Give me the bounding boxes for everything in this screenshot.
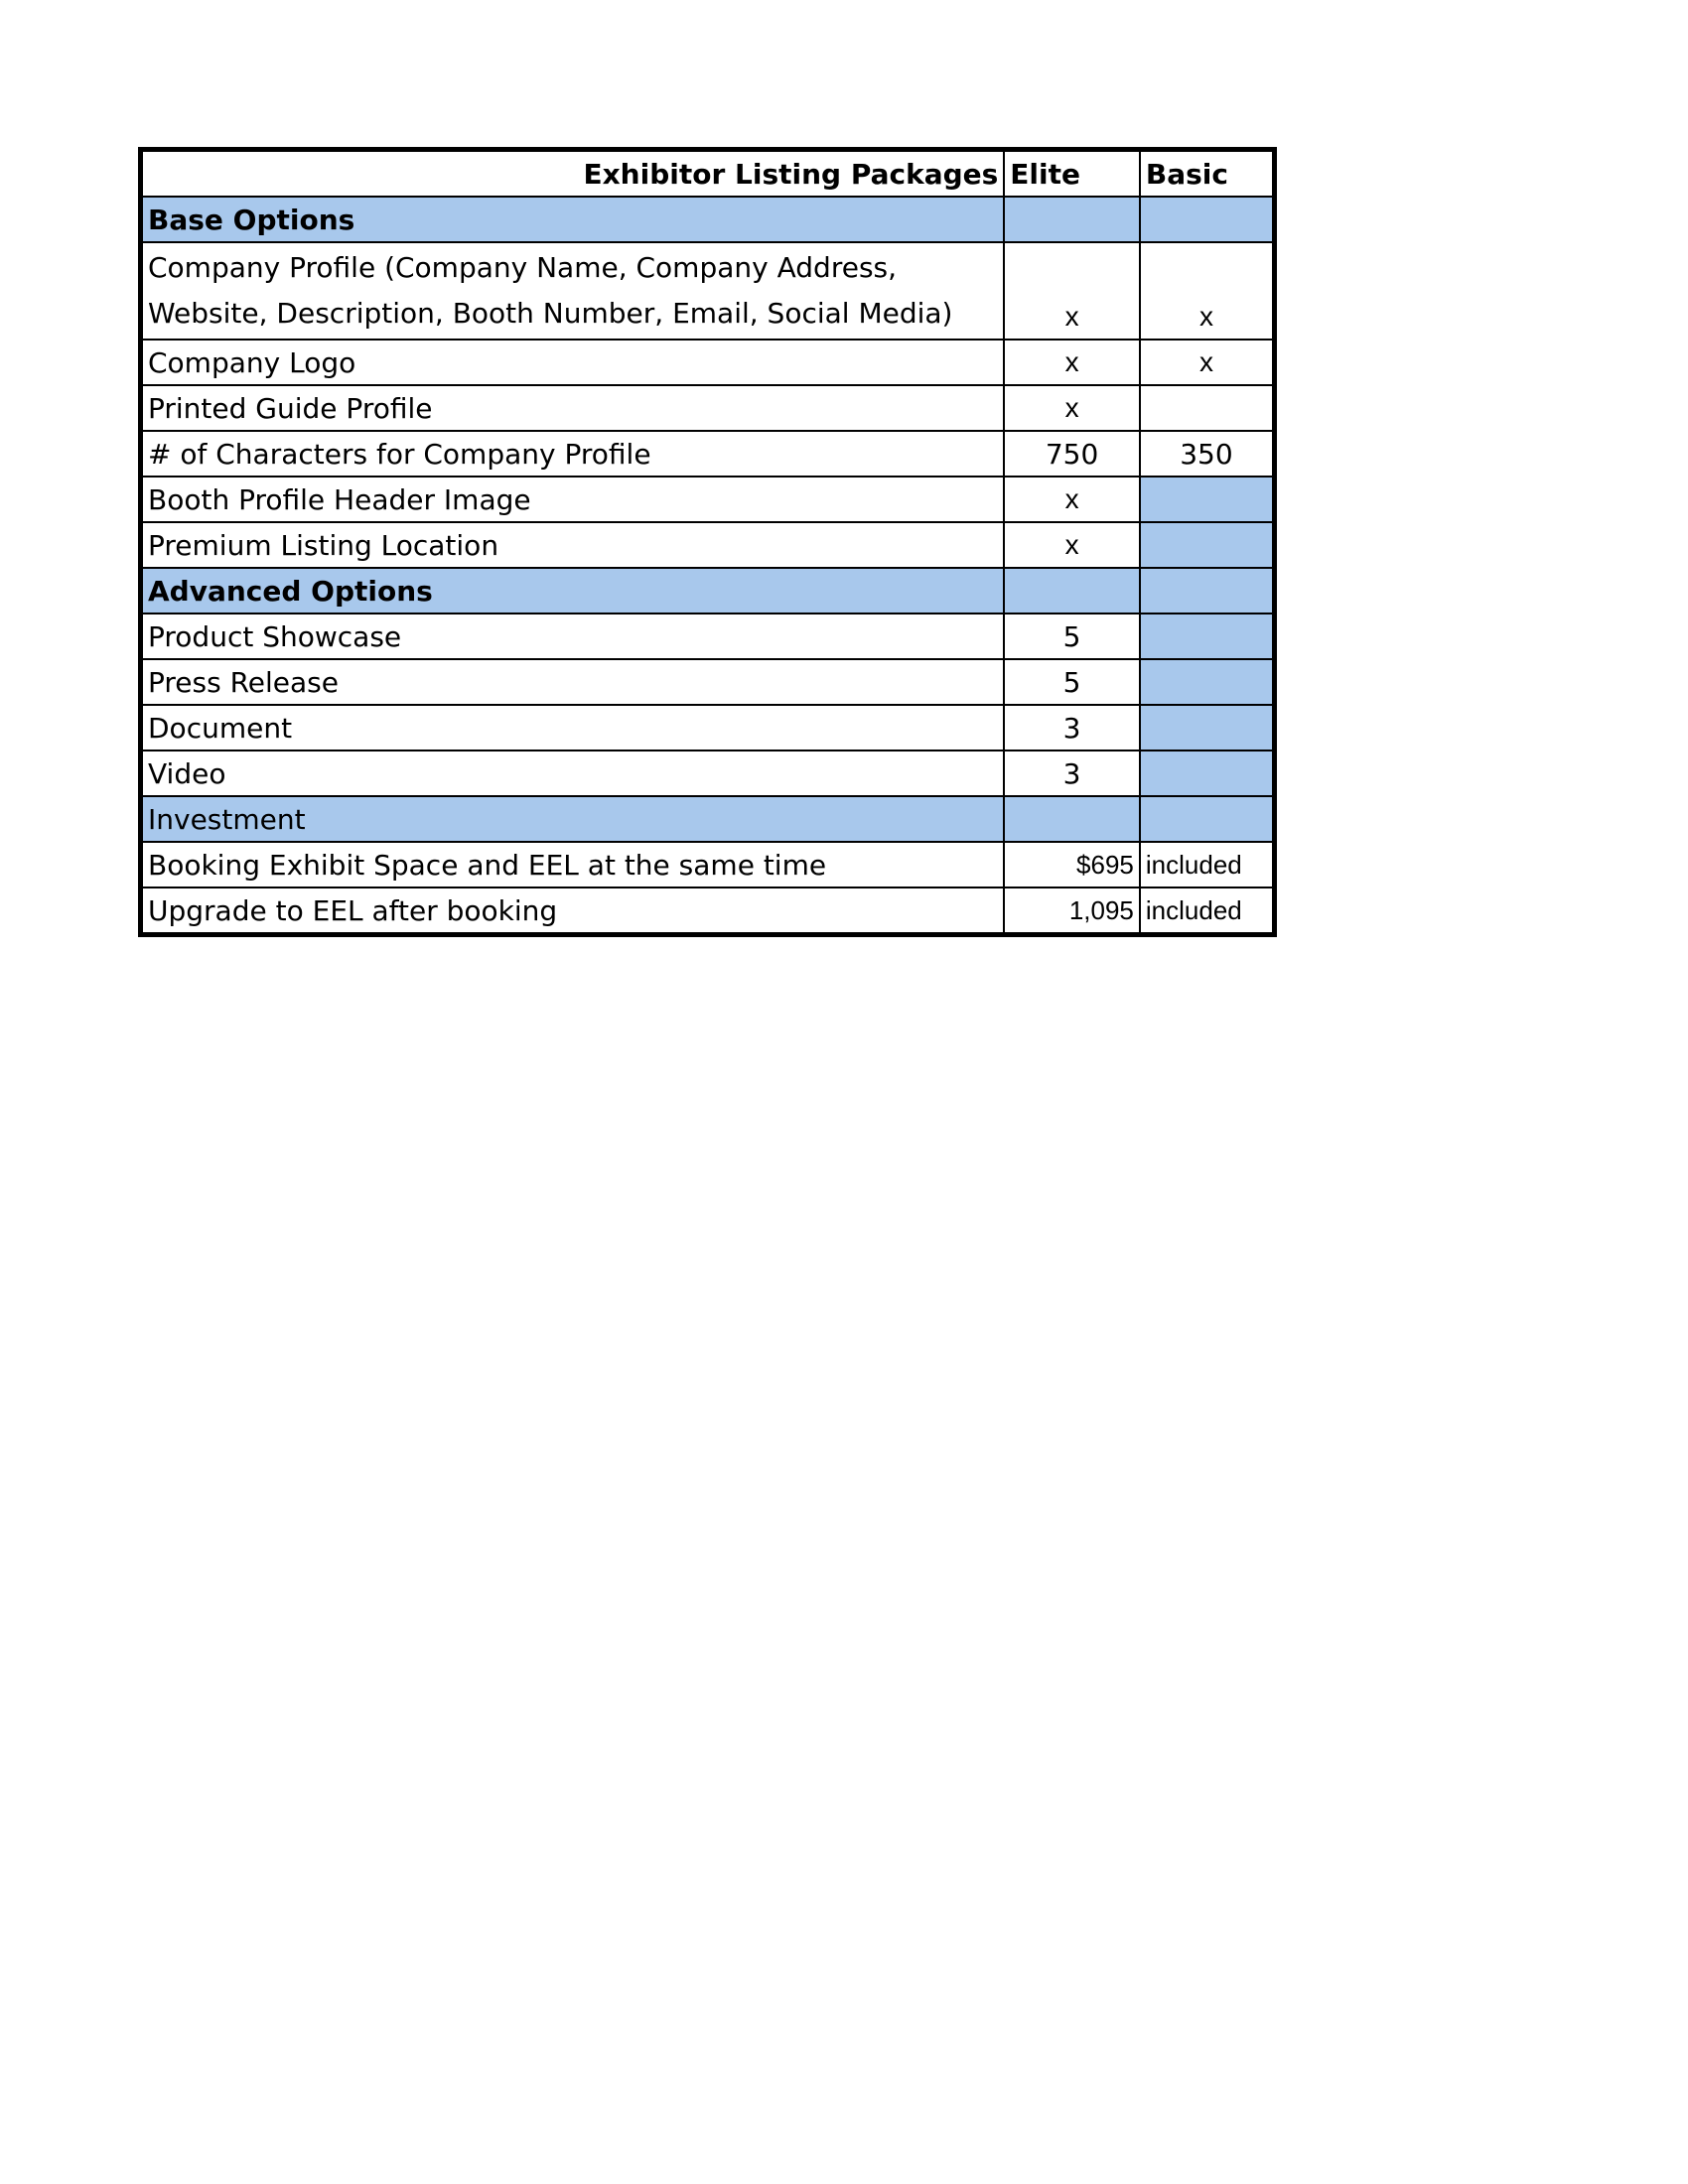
table-row-company-profile bbox=[141, 242, 1275, 340]
column-header-basic: Basic bbox=[1140, 150, 1275, 198]
section-label-advanced-options: Advanced Options bbox=[141, 568, 1005, 614]
row-label: Video bbox=[141, 751, 1005, 796]
row-label: Booth Profile Header Image bbox=[141, 477, 1005, 522]
section-row-base-options bbox=[141, 197, 1275, 242]
row-label: Document bbox=[141, 705, 1005, 751]
basic-price: included bbox=[1140, 842, 1275, 887]
section-label-base-options: Base Options bbox=[141, 197, 1005, 242]
table-title: Exhibitor Listing Packages bbox=[141, 150, 1005, 198]
section-row-investment bbox=[141, 796, 1275, 842]
basic-value-unavailable bbox=[1140, 614, 1275, 659]
basic-value-empty bbox=[1140, 385, 1275, 431]
row-label: Booking Exhibit Space and EEL at the same time bbox=[141, 842, 1005, 887]
section-cell-basic bbox=[1140, 568, 1275, 614]
row-label: Premium Listing Location bbox=[141, 522, 1005, 568]
table-row-character-count bbox=[141, 431, 1275, 477]
section-cell-basic bbox=[1140, 197, 1275, 242]
table-row-premium-listing bbox=[141, 522, 1275, 568]
elite-value: x bbox=[1004, 477, 1140, 522]
row-label: Company Profile (Company Name, Company Address, Website, Description, Booth Number, Email, Social Media) bbox=[141, 242, 1005, 340]
table-row-booking-together bbox=[141, 842, 1275, 887]
section-label-investment: Investment bbox=[141, 796, 1005, 842]
section-cell-basic bbox=[1140, 796, 1275, 842]
section-cell-elite bbox=[1004, 197, 1140, 242]
row-label: Upgrade to EEL after booking bbox=[141, 887, 1005, 935]
table-header-row bbox=[141, 150, 1275, 198]
table-row-company-logo bbox=[141, 340, 1275, 385]
row-label: # of Characters for Company Profile bbox=[141, 431, 1005, 477]
section-cell-elite bbox=[1004, 568, 1140, 614]
elite-value: 3 bbox=[1004, 751, 1140, 796]
elite-value: x bbox=[1004, 385, 1140, 431]
table-row-product-showcase bbox=[141, 614, 1275, 659]
table-row-document bbox=[141, 705, 1275, 751]
basic-value: 350 bbox=[1140, 431, 1275, 477]
basic-value-unavailable bbox=[1140, 751, 1275, 796]
row-label: Printed Guide Profile bbox=[141, 385, 1005, 431]
table-row-video bbox=[141, 751, 1275, 796]
row-label: Press Release bbox=[141, 659, 1005, 705]
elite-value: 750 bbox=[1004, 431, 1140, 477]
exhibitor-packages-table bbox=[138, 147, 1277, 937]
row-label: Product Showcase bbox=[141, 614, 1005, 659]
section-row-advanced-options bbox=[141, 568, 1275, 614]
basic-value: x bbox=[1140, 340, 1275, 385]
basic-value-unavailable bbox=[1140, 477, 1275, 522]
elite-value: 5 bbox=[1004, 614, 1140, 659]
basic-price: included bbox=[1140, 887, 1275, 935]
elite-value: 3 bbox=[1004, 705, 1140, 751]
elite-value: x bbox=[1004, 522, 1140, 568]
elite-value: 5 bbox=[1004, 659, 1140, 705]
elite-value: x bbox=[1004, 242, 1140, 340]
row-label: Company Logo bbox=[141, 340, 1005, 385]
basic-value-unavailable bbox=[1140, 522, 1275, 568]
elite-value: x bbox=[1004, 340, 1140, 385]
column-header-elite: Elite bbox=[1004, 150, 1140, 198]
basic-value-unavailable bbox=[1140, 659, 1275, 705]
table-row-printed-guide-profile bbox=[141, 385, 1275, 431]
section-cell-elite bbox=[1004, 796, 1140, 842]
table-row-upgrade-after bbox=[141, 887, 1275, 935]
table-row-press-release bbox=[141, 659, 1275, 705]
elite-price: 1,095 bbox=[1004, 887, 1140, 935]
elite-price: $695 bbox=[1004, 842, 1140, 887]
basic-value-unavailable bbox=[1140, 705, 1275, 751]
basic-value: x bbox=[1140, 242, 1275, 340]
table-row-header-image bbox=[141, 477, 1275, 522]
